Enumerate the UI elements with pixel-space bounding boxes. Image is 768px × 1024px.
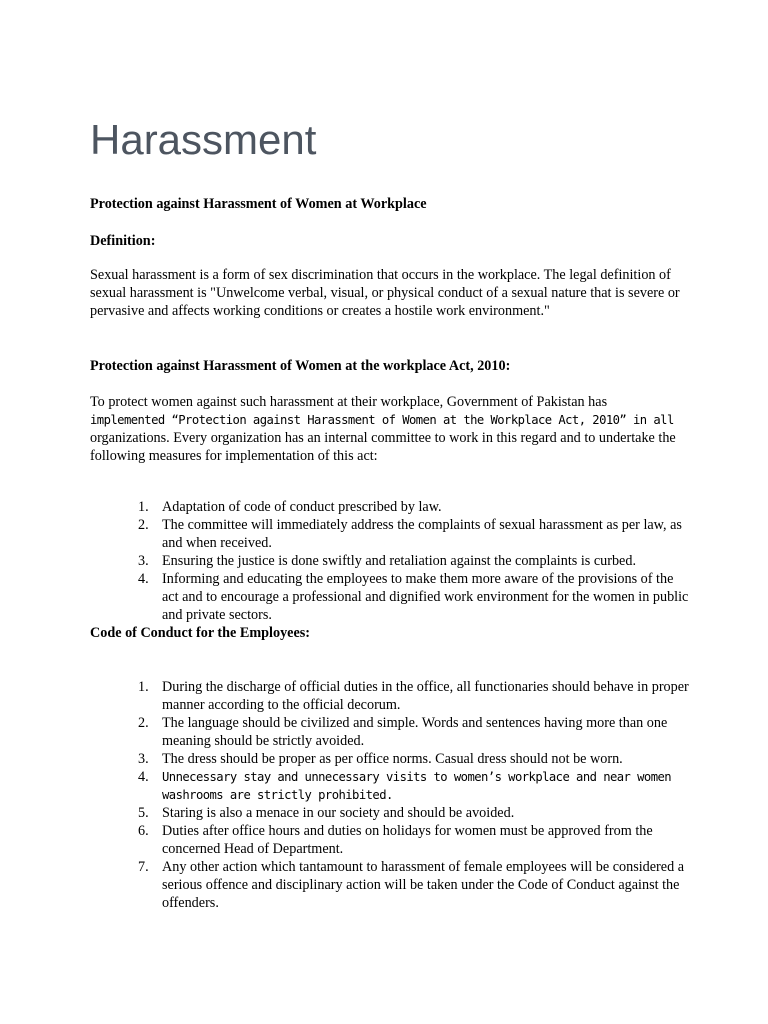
list-item-text: The dress should be proper as per office norms. Casual dress should not be worn. xyxy=(162,751,623,767)
list-item-text: The committee will immediately address the complaints of sexual harassment as per law, as and when received. xyxy=(162,517,682,551)
list-item-text: The language should be civilized and simple. Words and sentences having more than one meaning should be strictly avoided. xyxy=(162,715,668,749)
list-item-number: 1. xyxy=(138,679,149,695)
list-item-number: 5. xyxy=(138,805,149,821)
list-item-number: 1. xyxy=(138,499,149,515)
list-item-text: Ensuring the justice is done swiftly and retaliation against the complaints is curbed. xyxy=(162,553,636,569)
list-item-number: 7. xyxy=(138,859,149,875)
list-item xyxy=(90,768,690,804)
list-item-text: Duties after office hours and duties on holidays for women must be approved from the concerned Head of Department. xyxy=(162,823,653,857)
list-item xyxy=(90,570,690,624)
list-item-text: Staring is also a menace in our society and should be avoided. xyxy=(162,805,515,821)
measures-list xyxy=(90,498,690,624)
definition-paragraph: Sexual harassment is a form of sex discrimination that occurs in the workplace. The legal definition of sexual harassment is "Unwelcome verbal, visual, or physical conduct of a sexual nature that is severe or pervasive and affects working conditions or creates a hostile work environment." xyxy=(90,267,680,319)
list-item-text: Any other action which tantamount to harassment of female employees will be considered a serious offence and disciplinary action will be taken under the Code of Conduct against the offenders. xyxy=(162,859,685,911)
list-item xyxy=(90,822,690,858)
list-item xyxy=(90,714,690,750)
act-intro-line-2: implemented “Protection against Harassment of Women at the Workplace Act, 2010” in all xyxy=(90,413,674,427)
list-item-text: During the discharge of official duties in the office, all functionaries should behave in proper manner according to the official decorum. xyxy=(162,679,689,713)
list-item-number: 6. xyxy=(138,823,149,839)
list-item-number: 4. xyxy=(138,769,149,785)
list-item-number: 2. xyxy=(138,715,149,731)
list-item xyxy=(90,552,690,570)
act-intro-rest: organizations. Every organization has an internal committee to work in this regard and to undertake the following measures for implementation of this act: xyxy=(90,430,676,464)
act-intro-paragraph xyxy=(90,393,690,465)
list-item xyxy=(90,498,690,516)
list-item xyxy=(90,804,690,822)
list-item-text: Unnecessary stay and unnecessary visits to women’s workplace and near women washrooms are strictly prohibited. xyxy=(162,770,672,802)
list-item xyxy=(90,516,690,552)
list-item-number: 3. xyxy=(138,553,149,569)
list-item xyxy=(90,858,690,912)
list-item xyxy=(90,678,690,714)
conduct-list xyxy=(90,678,690,912)
list-item-text: Informing and educating the employees to make them more aware of the provisions of the act and to encourage a professional and dignified work environment for the women in public and private sectors. xyxy=(162,571,689,623)
act-heading: Protection against Harassment of Women at the workplace Act, 2010: xyxy=(90,358,511,374)
list-item-text: Adaptation of code of conduct prescribed by law. xyxy=(162,499,442,515)
list-item-number: 4. xyxy=(138,571,149,587)
section-subtitle: Protection against Harassment of Women at Workplace xyxy=(90,196,427,212)
document-title: Harassment xyxy=(90,116,317,163)
list-item-number: 2. xyxy=(138,517,149,533)
definition-heading: Definition: xyxy=(90,233,156,249)
act-intro-line-1: To protect women against such harassment at their workplace, Government of Pakistan has xyxy=(90,394,608,410)
code-of-conduct-heading: Code of Conduct for the Employees: xyxy=(90,625,311,641)
list-item-number: 3. xyxy=(138,751,149,767)
list-item xyxy=(90,750,690,768)
